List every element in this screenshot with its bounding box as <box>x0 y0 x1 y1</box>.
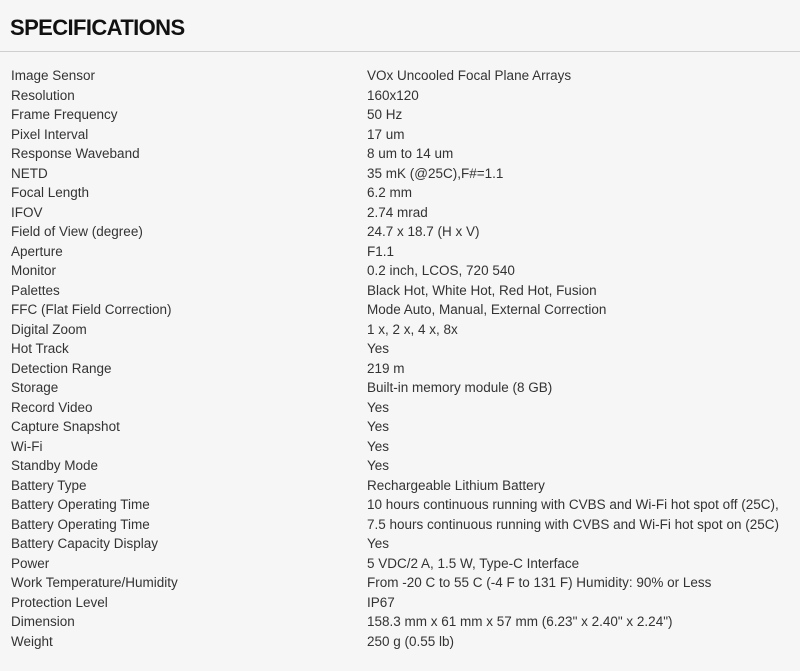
spec-row <box>11 144 797 164</box>
spec-row <box>11 300 797 320</box>
spec-value: 7.5 hours continuous running with CVBS and Wi-Fi hot spot on (25C) <box>367 516 779 532</box>
spec-value: Yes <box>367 399 390 415</box>
spec-label: Resolution <box>11 87 75 103</box>
spec-value: 0.2 inch, LCOS, 720 540 <box>367 263 515 278</box>
title-divider <box>0 51 800 52</box>
spec-label: Hot Track <box>11 341 69 356</box>
spec-label: Standby Mode <box>11 458 99 473</box>
spec-row <box>11 456 797 476</box>
spec-value: Rechargeable Lithium Battery <box>367 477 545 493</box>
spec-row <box>11 339 797 359</box>
spec-row <box>11 515 797 535</box>
spec-value: Yes <box>367 536 390 551</box>
spec-row <box>11 437 797 457</box>
spec-row <box>11 281 797 301</box>
spec-value: Mode Auto, Manual, External Correction <box>367 302 607 317</box>
spec-label: Field of View (degree) <box>11 224 143 239</box>
spec-label: Capture Snapshot <box>11 419 120 434</box>
spec-value: 158.3 mm x 61 mm x 57 mm (6.23" x 2.40" x 2.24") <box>367 614 673 629</box>
spec-value: 5 VDC/2 A, 1.5 W, Type-C Interface <box>367 555 580 571</box>
spec-row <box>11 86 797 106</box>
spec-row <box>11 125 797 145</box>
spec-label: Image Sensor <box>11 68 96 83</box>
spec-row <box>11 378 797 398</box>
spec-value: 8 um to 14 um <box>367 146 454 161</box>
spec-value: 10 hours continuous running with CVBS and Wi-Fi hot spot off (25C), <box>367 497 779 512</box>
spec-row <box>11 164 797 184</box>
spec-label: Record Video <box>11 399 93 415</box>
spec-label: Detection Range <box>11 360 112 376</box>
spec-row <box>11 534 797 554</box>
spec-row <box>11 242 797 262</box>
spec-label: Power <box>11 555 50 571</box>
spec-label: Wi-Fi <box>11 438 43 454</box>
spec-label: Battery Operating Time <box>11 497 150 512</box>
spec-row <box>11 593 797 613</box>
spec-row <box>11 320 797 340</box>
spec-label: Battery Operating Time <box>11 516 150 532</box>
section-title: SPECIFICATIONS <box>10 15 185 40</box>
spec-label: Monitor <box>11 263 57 278</box>
spec-value: 1 x, 2 x, 4 x, 8x <box>367 321 458 337</box>
spec-row <box>11 632 797 652</box>
spec-value: 160x120 <box>367 87 419 103</box>
spec-row <box>11 417 797 437</box>
spec-label: Battery Capacity Display <box>11 536 159 551</box>
spec-label: Frame Frequency <box>11 107 118 122</box>
spec-row <box>11 66 797 86</box>
spec-value: 250 g (0.55 lb) <box>367 633 455 649</box>
spec-row <box>11 554 797 574</box>
spec-label: Pixel Interval <box>11 126 89 142</box>
spec-value: 2.74 mrad <box>367 204 428 220</box>
spec-value: Yes <box>367 419 390 434</box>
spec-value: VOx Uncooled Focal Plane Arrays <box>367 68 572 83</box>
spec-row <box>11 222 797 242</box>
spec-value: Yes <box>367 341 390 356</box>
spec-value: Yes <box>367 458 390 473</box>
spec-label: Response Waveband <box>11 146 140 161</box>
spec-value: Yes <box>367 438 390 454</box>
spec-label: Aperture <box>11 243 63 259</box>
spec-label: NETD <box>11 165 48 181</box>
spec-value: 24.7 x 18.7 (H x V) <box>367 224 480 239</box>
spec-row <box>11 359 797 379</box>
spec-row <box>11 476 797 496</box>
spec-row <box>11 612 797 632</box>
spec-label: Focal Length <box>11 185 90 200</box>
spec-value: From -20 C to 55 C (-4 F to 131 F) Humidity: 90% or Less <box>367 575 712 590</box>
specifications-table-body <box>11 66 797 651</box>
spec-row <box>11 573 797 593</box>
spec-value: 6.2 mm <box>367 185 413 200</box>
spec-label: Weight <box>11 633 53 649</box>
spec-label: FFC (Flat Field Correction) <box>11 302 172 317</box>
spec-value: 50 Hz <box>367 107 403 122</box>
spec-row <box>11 183 797 203</box>
spec-value: 219 m <box>367 360 405 376</box>
spec-label: Storage <box>11 380 59 395</box>
spec-label: Palettes <box>11 282 60 298</box>
spec-label: Work Temperature/Humidity <box>11 575 178 590</box>
spec-row <box>11 203 797 223</box>
spec-value: IP67 <box>367 594 395 610</box>
spec-value: Black Hot, White Hot, Red Hot, Fusion <box>367 282 597 298</box>
spec-row <box>11 261 797 281</box>
spec-label: Dimension <box>11 614 75 629</box>
spec-label: IFOV <box>11 204 43 220</box>
spec-row <box>11 495 797 515</box>
spec-label: Battery Type <box>11 477 87 493</box>
spec-value: 35 mK (@25C),F#=1.1 <box>367 165 504 181</box>
specifications-table <box>11 66 797 651</box>
spec-row <box>11 105 797 125</box>
spec-label: Protection Level <box>11 594 108 610</box>
spec-value: Built-in memory module (8 GB) <box>367 380 553 395</box>
spec-row <box>11 398 797 418</box>
spec-label: Digital Zoom <box>11 321 87 337</box>
spec-value: 17 um <box>367 126 405 142</box>
spec-value: F1.1 <box>367 243 395 259</box>
